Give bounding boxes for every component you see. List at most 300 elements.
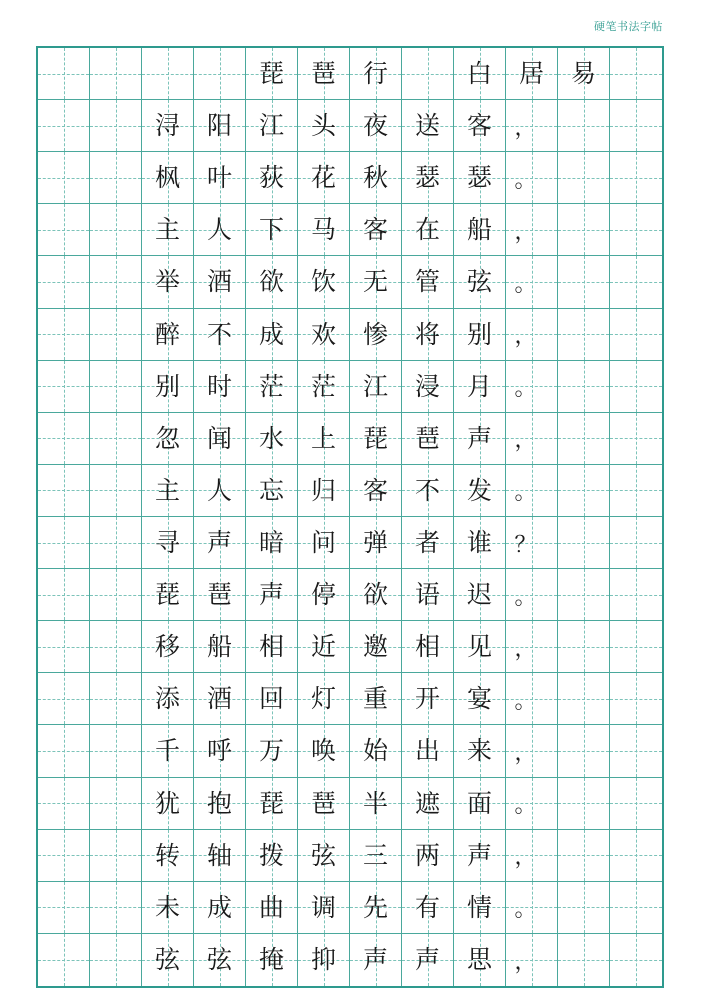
grid-cell xyxy=(142,309,194,361)
title-char: 行 xyxy=(362,59,388,89)
grid-cell xyxy=(298,152,350,204)
grid-cell xyxy=(246,204,298,256)
grid-cell xyxy=(246,778,298,830)
grid-cell xyxy=(402,204,454,256)
grid-cell xyxy=(90,361,142,413)
grid-cell xyxy=(402,569,454,621)
grid-cell xyxy=(454,413,506,465)
poem-char: ， xyxy=(514,845,537,871)
poem-char: 声 xyxy=(466,840,492,870)
poem-char: 拨 xyxy=(258,840,284,870)
grid-cell xyxy=(246,569,298,621)
poem-char: 浔 xyxy=(154,111,180,141)
grid-cell xyxy=(454,569,506,621)
grid-cell xyxy=(246,100,298,152)
poem-char: 。 xyxy=(514,793,537,819)
poem-char: 客 xyxy=(466,111,492,141)
grid-cell xyxy=(142,569,194,621)
poem-char: 近 xyxy=(310,632,336,662)
poem-char: 夜 xyxy=(362,111,388,141)
grid-cell xyxy=(558,152,610,204)
poem-char: 抱 xyxy=(206,788,232,818)
grid-cell xyxy=(610,569,662,621)
author-char: 白 xyxy=(466,59,492,89)
grid-cell xyxy=(38,152,90,204)
grid-cell xyxy=(142,361,194,413)
grid-cell xyxy=(454,778,506,830)
poem-char: 。 xyxy=(514,584,537,610)
poem-char: 茫 xyxy=(258,371,284,401)
poem-char: 犹 xyxy=(154,788,180,818)
poem-char: 琵 xyxy=(258,788,284,818)
grid-cell xyxy=(350,517,402,569)
poem-char: 邀 xyxy=(362,632,388,662)
poem-char: 呼 xyxy=(206,736,232,766)
grid-cell xyxy=(90,778,142,830)
grid-cell xyxy=(298,309,350,361)
poem-char: 送 xyxy=(414,111,440,141)
grid-cell xyxy=(558,778,610,830)
poem-char: 转 xyxy=(154,840,180,870)
grid-cell xyxy=(38,100,90,152)
grid-cell xyxy=(506,621,558,673)
grid-cell xyxy=(610,413,662,465)
grid-cell xyxy=(142,725,194,777)
poem-char: 成 xyxy=(258,319,284,349)
grid-cell xyxy=(298,830,350,882)
grid-cell xyxy=(558,100,610,152)
grid-cell xyxy=(506,152,558,204)
poem-char: 见 xyxy=(466,632,492,662)
grid-cell xyxy=(506,934,558,986)
grid-cell xyxy=(298,100,350,152)
grid-cell xyxy=(506,465,558,517)
poem-char: 茫 xyxy=(310,371,336,401)
poem-char: 开 xyxy=(414,684,440,714)
poem-char: 举 xyxy=(154,267,180,297)
poem-char: 将 xyxy=(414,319,440,349)
grid-cell xyxy=(610,882,662,934)
grid-cell xyxy=(38,621,90,673)
poem-char: 欲 xyxy=(362,580,388,610)
grid-cell xyxy=(350,100,402,152)
grid-cell xyxy=(506,309,558,361)
poem-char: 不 xyxy=(414,475,440,505)
grid-cell xyxy=(298,882,350,934)
grid-cell xyxy=(402,621,454,673)
grid-cell xyxy=(194,309,246,361)
grid-cell xyxy=(246,830,298,882)
poem-char: 声 xyxy=(258,580,284,610)
poem-char: 头 xyxy=(310,111,336,141)
grid-cell xyxy=(402,100,454,152)
grid-cell xyxy=(38,934,90,986)
grid-cell xyxy=(142,465,194,517)
grid-cell xyxy=(350,830,402,882)
grid-cell xyxy=(558,569,610,621)
grid-cell xyxy=(610,778,662,830)
grid-cell xyxy=(90,256,142,308)
grid-cell xyxy=(298,48,350,100)
grid-cell xyxy=(38,778,90,830)
grid-cell xyxy=(298,256,350,308)
grid-cell xyxy=(298,934,350,986)
grid-cell xyxy=(194,465,246,517)
poem-char: 。 xyxy=(514,688,537,714)
poem-char: ， xyxy=(514,324,537,350)
poem-char: ， xyxy=(514,115,537,141)
grid-cell xyxy=(298,725,350,777)
grid-cell xyxy=(38,673,90,725)
grid-cell xyxy=(90,152,142,204)
grid-cell xyxy=(142,778,194,830)
grid-cell xyxy=(246,725,298,777)
poem-char: 抑 xyxy=(310,945,336,975)
poem-char: 弦 xyxy=(206,945,232,975)
poem-char: 弦 xyxy=(466,267,492,297)
grid-cell xyxy=(298,673,350,725)
grid-cell xyxy=(454,309,506,361)
grid-cell xyxy=(350,256,402,308)
grid-cell xyxy=(90,673,142,725)
poem-char: ， xyxy=(514,219,537,245)
grid-cell xyxy=(402,152,454,204)
grid-cell xyxy=(38,882,90,934)
grid-cell xyxy=(454,621,506,673)
grid-cell xyxy=(194,256,246,308)
poem-char: 轴 xyxy=(206,840,232,870)
grid-cell xyxy=(506,569,558,621)
grid-cell xyxy=(350,569,402,621)
grid-cell xyxy=(350,673,402,725)
grid-cell xyxy=(246,309,298,361)
grid-cell xyxy=(402,48,454,100)
grid-cell xyxy=(90,882,142,934)
poem-char: ， xyxy=(514,428,537,454)
poem-char: 瑟 xyxy=(466,163,492,193)
poem-char: 思 xyxy=(466,945,492,975)
poem-char: 醉 xyxy=(154,319,180,349)
grid-cell xyxy=(350,934,402,986)
poem-char: 。 xyxy=(514,897,537,923)
grid-cell xyxy=(142,256,194,308)
poem-char: 船 xyxy=(206,632,232,662)
grid-cell xyxy=(350,725,402,777)
poem-char: 谁 xyxy=(466,528,492,558)
poem-char: 弦 xyxy=(310,840,336,870)
poem-char: 重 xyxy=(362,684,388,714)
poem-char: 回 xyxy=(258,684,284,714)
grid-cell xyxy=(610,517,662,569)
poem-char: 。 xyxy=(514,271,537,297)
poem-char: 水 xyxy=(258,423,284,453)
grid-cell xyxy=(402,934,454,986)
poem-char: 问 xyxy=(310,528,336,558)
title-char: 琶 xyxy=(310,59,336,89)
grid-cell xyxy=(402,830,454,882)
grid-cell xyxy=(142,100,194,152)
poem-char: 琶 xyxy=(206,580,232,610)
grid-cell xyxy=(90,517,142,569)
grid-cell xyxy=(558,517,610,569)
grid-cell xyxy=(350,204,402,256)
grid-cell xyxy=(558,725,610,777)
poem-char: 闻 xyxy=(206,423,232,453)
poem-char: 荻 xyxy=(258,163,284,193)
grid-cell xyxy=(610,100,662,152)
practice-grid xyxy=(36,46,664,988)
grid-cell xyxy=(142,830,194,882)
brand-label: 硬笔书法字帖 xyxy=(594,20,663,33)
poem-char: 琶 xyxy=(310,788,336,818)
grid-cell xyxy=(558,934,610,986)
grid-cell xyxy=(194,361,246,413)
poem-char: ， xyxy=(514,740,537,766)
grid-cell xyxy=(454,517,506,569)
poem-char: 添 xyxy=(154,684,180,714)
poem-char: 成 xyxy=(206,892,232,922)
grid-cell xyxy=(246,673,298,725)
grid-cell xyxy=(350,882,402,934)
grid-cell xyxy=(402,673,454,725)
poem-char: 下 xyxy=(258,215,284,245)
grid-cell xyxy=(506,882,558,934)
grid-cell xyxy=(194,621,246,673)
grid-cell xyxy=(90,204,142,256)
grid-cell xyxy=(402,256,454,308)
grid-cell xyxy=(454,934,506,986)
grid-cell xyxy=(558,48,610,100)
poem-char: 忽 xyxy=(154,423,180,453)
grid-cell xyxy=(38,830,90,882)
poem-char: 客 xyxy=(362,475,388,505)
grid-cell xyxy=(506,725,558,777)
grid-cell xyxy=(38,309,90,361)
grid-cell xyxy=(558,309,610,361)
grid-cell xyxy=(90,934,142,986)
grid-cell xyxy=(194,517,246,569)
poem-char: 未 xyxy=(154,892,180,922)
grid-cell xyxy=(558,830,610,882)
grid-cell xyxy=(610,621,662,673)
grid-cell xyxy=(194,204,246,256)
grid-cell xyxy=(38,48,90,100)
poem-char: 不 xyxy=(206,319,232,349)
grid-cell xyxy=(610,465,662,517)
grid-cell xyxy=(350,778,402,830)
grid-cell xyxy=(246,465,298,517)
poem-char: 声 xyxy=(414,945,440,975)
poem-char: 时 xyxy=(206,371,232,401)
grid-cell xyxy=(454,204,506,256)
poem-char: 声 xyxy=(206,528,232,558)
poem-char: 者 xyxy=(414,528,440,558)
poem-char: 秋 xyxy=(362,163,388,193)
poem-char: 两 xyxy=(414,840,440,870)
grid-cell xyxy=(246,361,298,413)
poem-char: 在 xyxy=(414,215,440,245)
poem-char: 情 xyxy=(466,892,492,922)
poem-char: 遮 xyxy=(414,788,440,818)
grid-cell xyxy=(506,48,558,100)
grid-cell xyxy=(454,152,506,204)
grid-cell xyxy=(558,673,610,725)
grid-cell xyxy=(454,882,506,934)
poem-char: 有 xyxy=(414,892,440,922)
grid-cell xyxy=(246,413,298,465)
grid-cell xyxy=(38,465,90,517)
grid-cell xyxy=(38,413,90,465)
grid-cell xyxy=(454,673,506,725)
grid-cell xyxy=(558,413,610,465)
grid-cell xyxy=(610,673,662,725)
poem-char: 千 xyxy=(154,736,180,766)
grid-cell xyxy=(142,152,194,204)
grid-cell xyxy=(610,361,662,413)
grid-cell xyxy=(506,778,558,830)
author-char: 居 xyxy=(518,59,544,89)
grid-cell xyxy=(298,621,350,673)
grid-cell xyxy=(558,256,610,308)
poem-char: 枫 xyxy=(154,163,180,193)
poem-char: 花 xyxy=(310,163,336,193)
grid-cell xyxy=(38,725,90,777)
grid-cell xyxy=(454,725,506,777)
poem-char: 相 xyxy=(258,632,284,662)
poem-char: 。 xyxy=(514,480,537,506)
grid-cell xyxy=(298,569,350,621)
grid-cell xyxy=(38,569,90,621)
grid-cell xyxy=(246,48,298,100)
poem-char: 。 xyxy=(514,167,537,193)
grid-cell xyxy=(298,778,350,830)
grid-cell xyxy=(402,725,454,777)
grid-cell xyxy=(142,621,194,673)
poem-char: 主 xyxy=(154,475,180,505)
poem-char: 迟 xyxy=(466,580,492,610)
grid-cell xyxy=(246,517,298,569)
poem-char: 掩 xyxy=(258,945,284,975)
grid-cell xyxy=(402,361,454,413)
grid-cell xyxy=(90,465,142,517)
grid-cell xyxy=(350,48,402,100)
grid-cell xyxy=(142,934,194,986)
author-char: 易 xyxy=(570,59,596,89)
grid-cell xyxy=(610,256,662,308)
poem-char: 别 xyxy=(154,371,180,401)
poem-char: 移 xyxy=(154,632,180,662)
grid-cell xyxy=(90,100,142,152)
poem-char: 阳 xyxy=(206,111,232,141)
poem-char: ？ xyxy=(514,532,537,558)
poem-char: 客 xyxy=(362,215,388,245)
grid-cell xyxy=(350,309,402,361)
poem-char: 语 xyxy=(414,580,440,610)
poem-char: 弹 xyxy=(362,528,388,558)
poem-char: 灯 xyxy=(310,684,336,714)
poem-char: ， xyxy=(514,949,537,975)
grid-cell xyxy=(610,309,662,361)
grid-cell xyxy=(506,673,558,725)
grid-cell xyxy=(350,361,402,413)
grid-cell xyxy=(506,204,558,256)
poem-char: 酒 xyxy=(206,684,232,714)
grid-cell xyxy=(90,309,142,361)
grid-cell xyxy=(246,256,298,308)
grid-cell xyxy=(610,204,662,256)
grid-cell xyxy=(506,830,558,882)
poem-char: 别 xyxy=(466,319,492,349)
grid-cell xyxy=(90,413,142,465)
grid-cell xyxy=(194,725,246,777)
grid-cell xyxy=(558,361,610,413)
grid-cell xyxy=(194,48,246,100)
grid-cell xyxy=(350,465,402,517)
grid-cell xyxy=(194,100,246,152)
poem-char: 江 xyxy=(362,371,388,401)
grid-cell xyxy=(402,465,454,517)
poem-char: 主 xyxy=(154,215,180,245)
poem-char: 相 xyxy=(414,632,440,662)
grid-cell xyxy=(194,778,246,830)
grid-cell xyxy=(142,48,194,100)
poem-char: 欢 xyxy=(310,319,336,349)
poem-char: 琶 xyxy=(414,423,440,453)
poem-char: 声 xyxy=(362,945,388,975)
poem-char: 来 xyxy=(466,736,492,766)
grid-cell xyxy=(350,413,402,465)
grid-cell xyxy=(558,465,610,517)
poem-char: 万 xyxy=(258,736,284,766)
grid-cell xyxy=(38,204,90,256)
grid-cell xyxy=(402,778,454,830)
poem-char: 先 xyxy=(362,892,388,922)
poem-char: 江 xyxy=(258,111,284,141)
grid-cell xyxy=(142,882,194,934)
poem-char: 寻 xyxy=(154,528,180,558)
grid-cell xyxy=(454,48,506,100)
grid-cell xyxy=(90,48,142,100)
grid-cell xyxy=(454,465,506,517)
grid-cell xyxy=(350,152,402,204)
poem-char: 叶 xyxy=(206,163,232,193)
poem-char: 声 xyxy=(466,423,492,453)
grid-cell xyxy=(298,361,350,413)
grid-cell xyxy=(142,204,194,256)
poem-char: 弦 xyxy=(154,945,180,975)
grid-cell xyxy=(194,673,246,725)
poem-char: 宴 xyxy=(466,684,492,714)
grid-cell xyxy=(558,882,610,934)
poem-char: 始 xyxy=(362,736,388,766)
grid-cell xyxy=(610,725,662,777)
grid-cell xyxy=(402,413,454,465)
grid-cell xyxy=(38,361,90,413)
poem-char: 无 xyxy=(362,267,388,297)
poem-char: 惨 xyxy=(362,319,388,349)
poem-char: 浸 xyxy=(414,371,440,401)
grid-cell xyxy=(454,100,506,152)
grid-cell xyxy=(298,465,350,517)
poem-char: 调 xyxy=(310,892,336,922)
poem-char: 唤 xyxy=(310,736,336,766)
poem-char: 归 xyxy=(310,475,336,505)
grid-cell xyxy=(246,152,298,204)
poem-char: 人 xyxy=(206,215,232,245)
grid-cell xyxy=(194,152,246,204)
grid-cell xyxy=(610,830,662,882)
grid-cell xyxy=(558,204,610,256)
